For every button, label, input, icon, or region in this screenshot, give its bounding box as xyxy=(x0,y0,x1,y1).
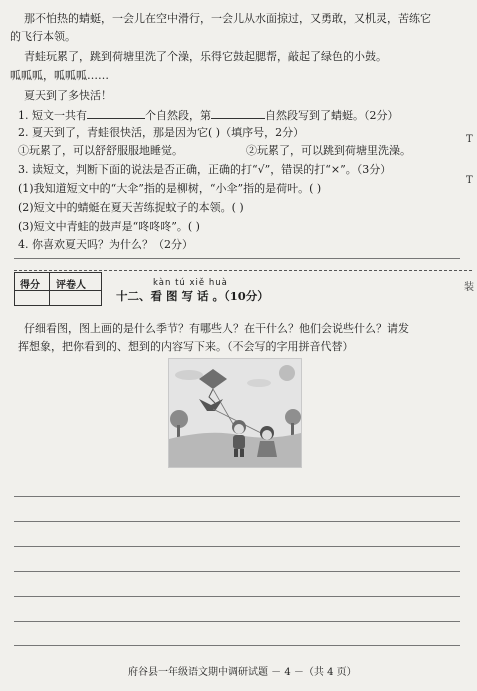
section-12-title: 十二、看 图 写 话 。（10分） xyxy=(116,289,269,303)
margin-mark-2: T xyxy=(466,175,473,186)
q3-item-3: (3)短文中青蛙的鼓声是“咚咚咚”。( ) xyxy=(18,220,200,233)
q1-part-b: 个自然段，第 xyxy=(145,109,211,122)
instruction-line-2: 挥想象，把你看到的、想到的内容写下来。（不会写的字用拼音代替） xyxy=(18,340,354,353)
margin-mark-1: T xyxy=(466,134,473,145)
kite-flying-illustration xyxy=(168,358,302,468)
writing-line-1[interactable] xyxy=(14,496,460,497)
score-label: 得分 xyxy=(20,280,40,291)
passage-line-1: 那不怕热的蜻蜓，一会儿在空中滑行，一会儿从水面掠过，又勇敢，又机灵，苦练它 xyxy=(24,12,431,25)
q3-item-2: (2)短文中的蜻蜓在夏天苦练捉蚊子的本领。( ) xyxy=(18,201,244,214)
q1-blank-2[interactable] xyxy=(211,107,265,119)
q2-option-2: ②玩累了，可以跳到荷塘里洗澡。 xyxy=(246,144,411,157)
writing-line-3[interactable] xyxy=(14,546,460,547)
grader-label: 评卷人 xyxy=(56,280,86,291)
section-12-pinyin: kàn tú xiě huà xyxy=(153,278,228,288)
writing-line-4[interactable] xyxy=(14,571,460,572)
writing-line-5[interactable] xyxy=(14,596,460,597)
question-1 xyxy=(18,107,399,123)
page-footer: 府谷县一年级语文期中调研试题 － 4 －（共 4 页） xyxy=(128,667,357,678)
cloud-icon xyxy=(175,370,203,380)
writing-line-7[interactable] xyxy=(14,645,460,646)
q2-option-1: ①玩累了，可以舒舒服服地睡觉。 xyxy=(18,144,183,157)
writing-line-6[interactable] xyxy=(14,621,460,622)
passage-line-3: 青蛙玩累了，跳到荷塘里洗了个澡，乐得它鼓起腮帮，敲起了绿色的小鼓。 xyxy=(24,50,387,63)
q4-answer-line[interactable] xyxy=(14,258,460,259)
score-box-divider xyxy=(49,273,50,305)
q3-item-1: (1)我知道短文中的“大伞”指的是柳树，“小伞”指的是荷叶。( ) xyxy=(18,182,322,195)
passage-line-2: 的飞行本领。 xyxy=(10,30,76,43)
instruction-line-1: 仔细看图，图上画的是什么季节？有哪些人？在干什么？他们会说些什么？请发 xyxy=(24,322,409,335)
q1-part-a: 1. 短文一共有 xyxy=(18,109,87,122)
writing-line-2[interactable] xyxy=(14,521,460,522)
score-box xyxy=(14,272,102,306)
sun-icon xyxy=(279,365,295,381)
question-2: 2. 夏天到了，青蛙很快活，那是因为它( )（填序号，2分） xyxy=(18,126,305,139)
illustration-svg xyxy=(169,359,301,467)
margin-mark-3: 装 xyxy=(464,282,474,293)
section-divider xyxy=(14,270,472,271)
question-3: 3. 读短文，判断下面的说法是否正确，正确的打“√”，错误的打“×”。（3分） xyxy=(18,163,392,176)
passage-line-5: 夏天到了多快活！ xyxy=(24,89,112,102)
q1-part-c: 自然段写到了蜻蜓。（2分） xyxy=(265,109,399,122)
question-4: 4. 你喜欢夏天吗？为什么？（2分） xyxy=(18,238,193,251)
passage-line-4: 呱呱呱，呱呱呱…… xyxy=(10,69,109,82)
q1-blank-1[interactable] xyxy=(87,107,145,119)
